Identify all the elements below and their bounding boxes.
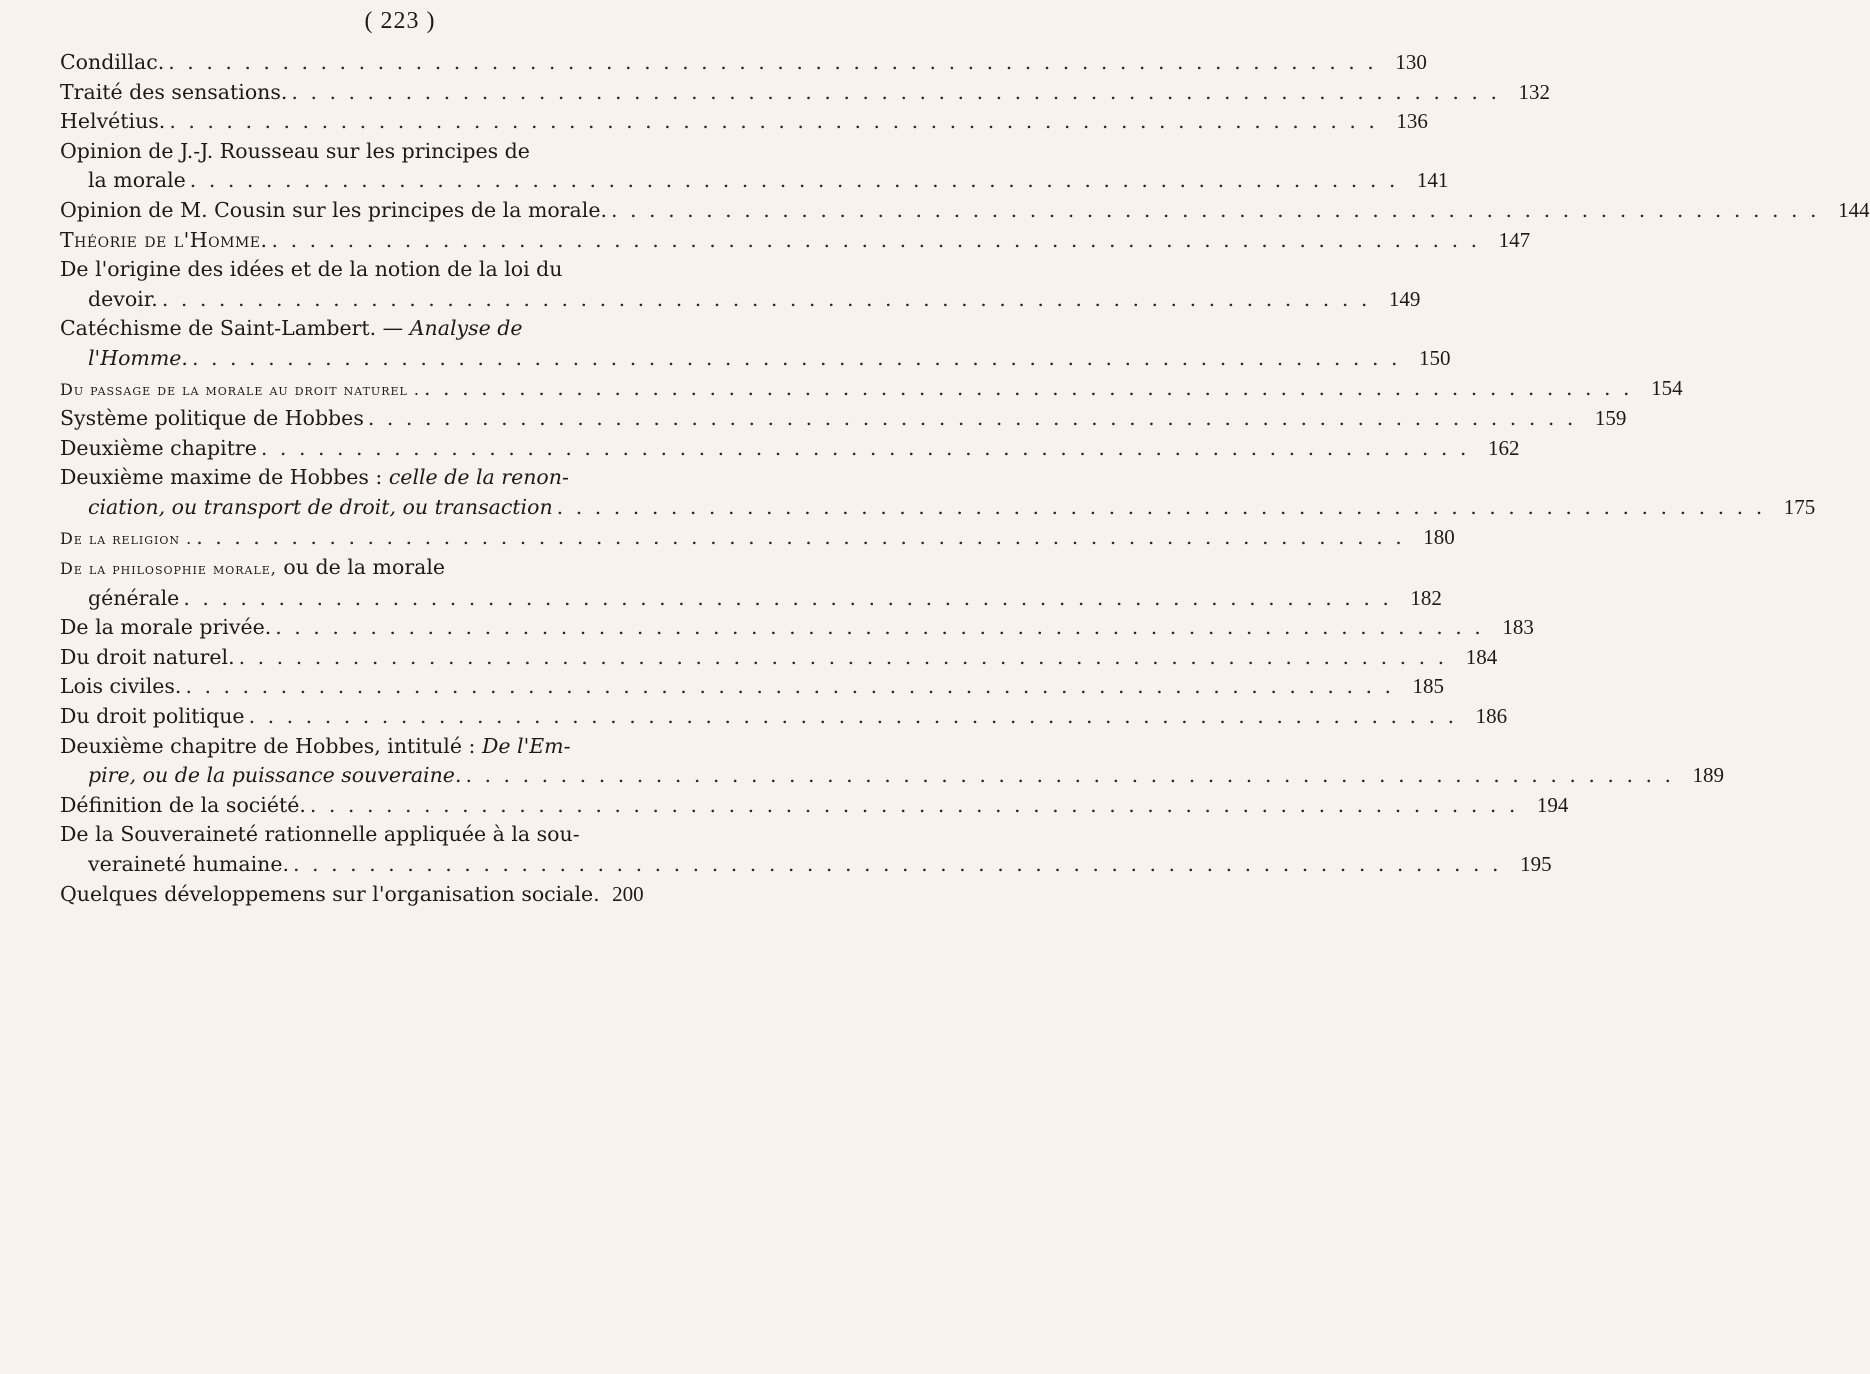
entry-title: Lois civiles. [60,674,182,699]
toc-entry [60,78,1550,108]
leader-dots [557,493,1766,523]
toc-entry [60,374,1683,405]
entry-title-continued: devoir. [88,286,158,311]
table-of-contents [60,48,1870,909]
entry-title-roman: Deuxième chapitre de Hobbes, intitulé : [60,733,476,758]
toc-entry [60,226,1531,256]
entry-page: 150 [1419,345,1451,370]
toc-entry [60,255,1421,314]
leader-dots [190,166,1399,196]
entry-title: Du passage de la morale au droit naturel . [60,379,420,399]
leader-dots [310,791,1519,821]
entry-page: 132 [1518,79,1550,104]
entry-title: Théorie de l'Homme. [60,227,268,252]
toc-entry [60,613,1534,643]
toc-entry [60,48,1427,78]
toc-entry [60,137,1449,196]
entry-page: 183 [1502,615,1534,640]
entry-title: Opinion de M. Cousin sur les principes de la morale. [60,197,607,222]
entry-page: 182 [1410,585,1442,610]
entry-title: De l'origine des idées et de la notion de la loi du [60,257,563,282]
entry-title: Traité des sensations. [60,79,288,104]
entry-title-roman: Deuxième maxime de Hobbes : [60,465,383,490]
toc-entry [60,404,1627,434]
entry-page: 130 [1395,50,1427,74]
entry-page: 147 [1498,227,1531,252]
entry-title-continued: générale [88,585,180,610]
toc-entry [60,107,1428,137]
entry-page: 149 [1388,286,1421,311]
leader-dots [162,285,1371,315]
entry-title: Système politique de Hobbes [60,406,364,431]
entry-title: Définition de la société. [60,792,306,817]
entry-title-italic: Analyse de [409,316,523,341]
leader-dots [611,196,1820,226]
entry-title: Helvétius. [60,109,166,134]
entry-page: 180 [1423,524,1455,549]
entry-title [60,553,445,584]
leader-dots [272,226,1481,256]
leader-dots [196,523,1405,553]
entry-page: 159 [1594,406,1627,431]
entry-title-roman: ou de la morale [283,555,446,580]
entry-title: Quelques développemens sur l'organisation sociale. [60,881,600,906]
entry-page: 141 [1416,168,1449,193]
entry-page: 195 [1520,852,1552,877]
toc-entry [60,553,1442,613]
toc-entry [60,732,1725,791]
entry-title-italic: De l'Em- [481,733,571,758]
entry-title-italic: celle de la renon- [388,465,569,490]
entry-page: 185 [1412,674,1445,699]
leader-dots [169,107,1378,137]
entry-title: Du droit naturel. [60,644,235,669]
entry-page: 144 [1838,197,1870,222]
leader-dots [249,702,1458,732]
entry-title: De la morale privée. [60,615,272,640]
entry-title: Du droit politique [60,704,245,729]
toc-entry [60,196,1870,226]
entry-title-continued: ciation, ou transport de droit, ou transaction [88,494,553,519]
entry-title: Condillac. [60,50,165,74]
page-number: ( 223 ) [364,8,436,34]
entry-title [60,463,569,493]
leader-dots [293,850,1502,880]
entry-page: 186 [1475,704,1508,729]
leader-dots [261,434,1470,464]
toc-entry [60,523,1455,554]
leader-dots [368,404,1577,434]
entry-title [60,314,523,344]
entry-title: De la religion . [60,528,193,548]
leader-dots [465,761,1674,791]
toc-entry [60,314,1451,373]
toc-entry [60,672,1445,702]
entry-page: 184 [1465,644,1498,669]
entry-page: 175 [1783,494,1816,519]
entry-page: 200 [612,881,644,906]
leader-dots [291,78,1500,108]
entry-title-continued: l'Homme. [88,345,188,370]
entry-page: 136 [1396,109,1428,134]
entry-title: Opinion de J.-J. Rousseau sur les principes de [60,138,530,163]
leader-dots [168,48,1377,78]
entry-page: 189 [1692,763,1725,788]
entry-title-continued: veraineté humaine. [88,852,289,877]
toc-entry [60,434,1520,464]
leader-dots [185,672,1394,702]
toc-entry [60,791,1569,821]
entry-page: 154 [1651,375,1683,400]
toc-entry [60,820,1552,879]
entry-title-continued: la morale [88,168,186,193]
toc-entry [60,702,1508,732]
entry-title: Deuxième chapitre [60,435,257,460]
leader-dots [183,584,1392,614]
entry-title-roman: Catéchisme de Saint-Lambert. — [60,316,404,341]
toc-entry [60,880,644,910]
toc-entry [60,643,1498,673]
entry-title [60,732,571,762]
leader-dots [424,374,1633,404]
leader-dots [192,344,1401,374]
entry-page: 162 [1487,435,1520,460]
entry-title-continued: pire, ou de la puissance souveraine. [88,763,462,788]
leader-dots [275,613,1484,643]
entry-title-smallcaps: De la philosophie morale, [60,559,277,579]
entry-title: De la Souveraineté rationnelle appliquée à la sou- [60,822,580,847]
entry-page: 194 [1536,792,1569,817]
toc-entry [60,463,1816,522]
leader-dots [239,643,1448,673]
